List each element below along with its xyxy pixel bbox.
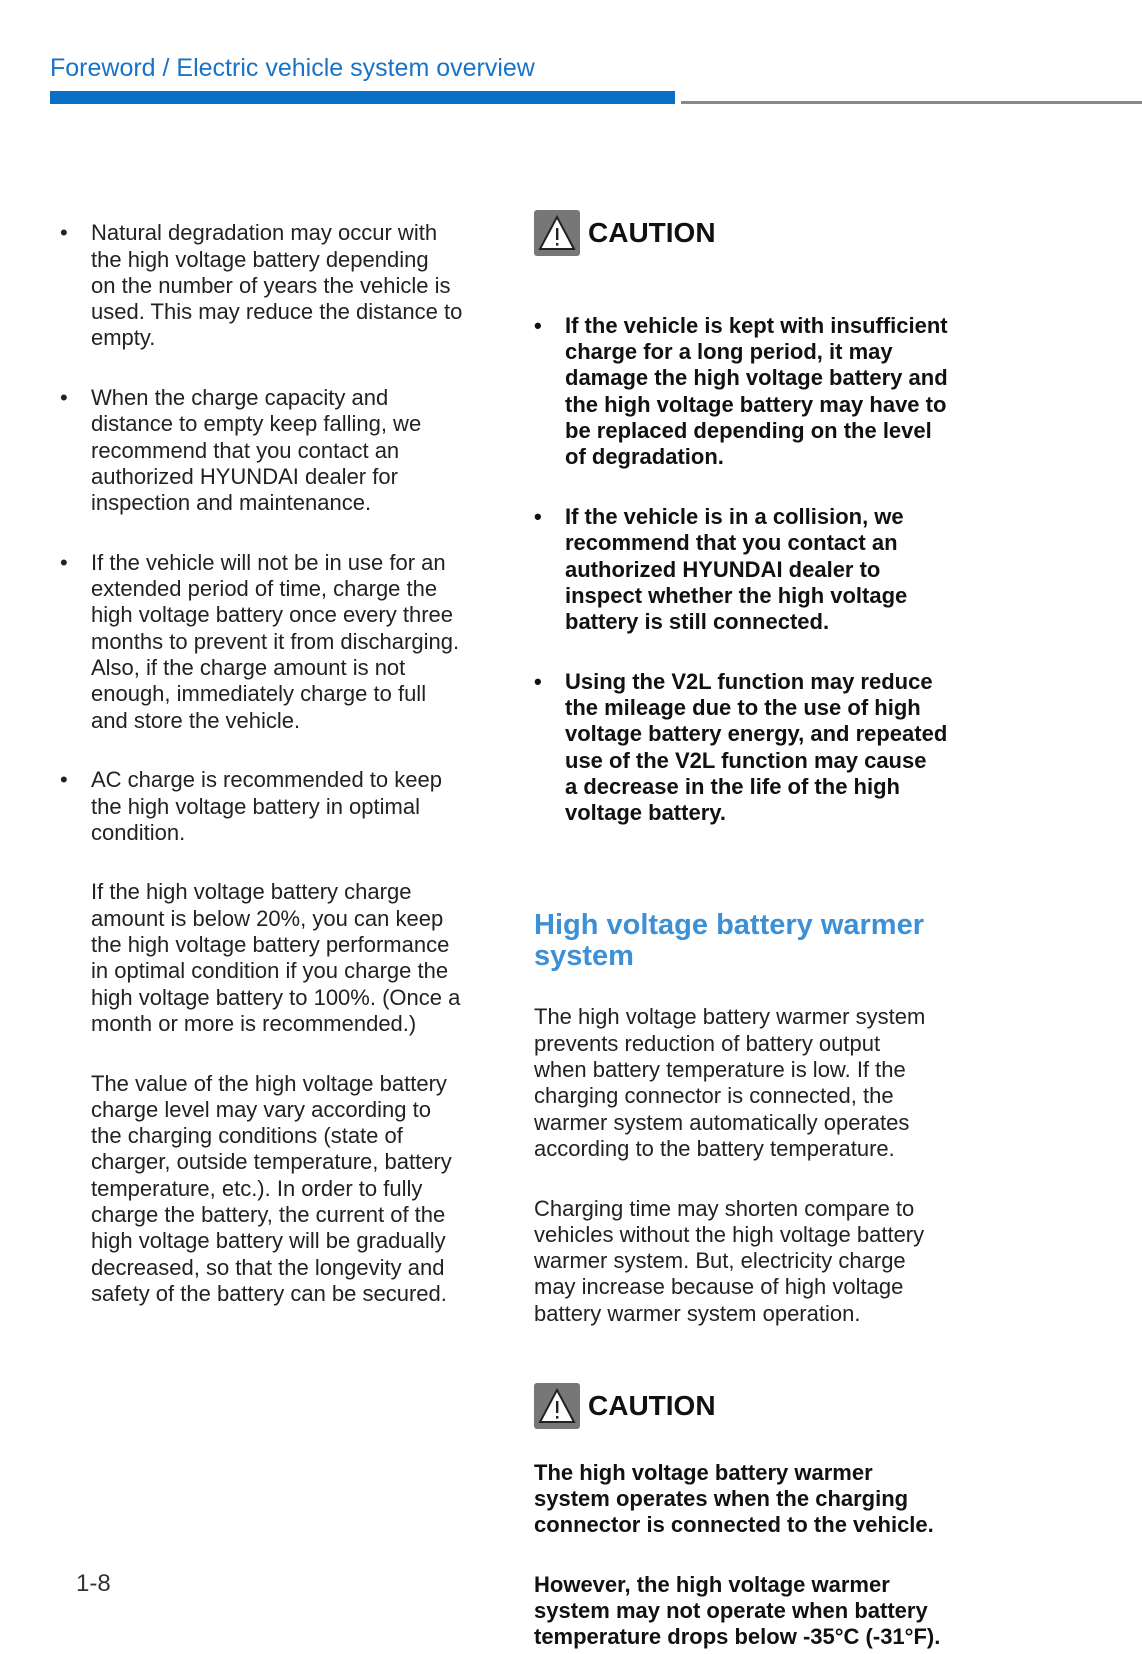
paragraph: The value of the high voltage battery charge level may vary according to the charging conditions (state of charger, outside temperature, battery temperature, etc.). In order to fully charge the battery, the current of the high voltage battery will be gradually decreased, so that the longevity and safety of the battery can be secured. [91,1070,452,1306]
section-title: High voltage battery warmer system [534,909,924,973]
list-item: • When the charge capacity and distance to empty keep falling, we recommend that you contact an authorized HYUNDAI dealer for inspection and maintenance. [60,385,422,516]
list-item: • Natural degradation may occur with the high voltage battery depending on the number of years the vehicle is used. This may reduce the distance to empty. [60,220,463,351]
paragraph: The high voltage battery warmer system operates when the charging connector is connected to the vehicle. [534,1459,934,1538]
warning-icon [534,210,580,256]
left-column [60,194,530,1340]
paragraph: The high voltage battery warmer system prevents reduction of battery output when battery temperature is low. If the charging connector is connected, the warmer system automatically operates according to the battery temperature. [534,1004,926,1161]
item-text: If the vehicle will not be in use for an extended period of time, charge the high voltage battery once every three months to prevent it from discharging. Also, if the charge amount is not enough, immediately charge to full and store the vehicle. [91,549,460,733]
right-column [534,184,994,1654]
caution-header [534,1383,994,1429]
item-text: If the vehicle is in a collision, we recommend that you contact an authorized HYUNDAI dealer to inspect whether the high voltage battery is still connected. [565,503,908,635]
warning-icon [534,1383,580,1429]
page-number: 1-8 [76,1570,111,1597]
list-item: • AC charge is recommended to keep the high voltage battery in optimal condition. [60,767,442,845]
list-item: • If the vehicle is kept with insufficient charge for a long period, it may damage the high voltage battery and the high voltage battery may have to be replaced depending on the level of degradation. [534,312,948,470]
item-text: Natural degradation may occur with the high voltage battery depending on the number of years the vehicle is used. This may reduce the distance to empty. [91,220,463,351]
header-rule [681,101,1142,104]
item-text: When the charge capacity and distance to empty keep falling, we recommend that you contact an authorized HYUNDAI dealer for inspection and maintenance. [91,385,422,516]
header-bar [50,91,675,104]
list-item: • Using the V2L function may reduce the mileage due to the use of high voltage battery energy, and repeated use of the V2L function may cause a decrease in the life of the high voltage battery. [534,668,948,826]
item-text: AC charge is recommended to keep the high voltage battery in optimal condition. [91,767,442,845]
caution-header [534,210,994,256]
list-item: • If the vehicle is in a collision, we recommend that you contact an authorized HYUNDAI dealer to inspect whether the high voltage battery is still connected. [534,503,908,635]
item-text: Using the V2L function may reduce the mileage due to the use of high voltage battery energy, and repeated use of the V2L function may cause a decrease in the life of the high voltage battery. [565,668,948,826]
caution-title: CAUTION [588,217,716,249]
paragraph: However, the high voltage warmer system may not operate when battery temperature drops below -35°C (-31°F). [534,1571,941,1650]
list-item: • If the vehicle will not be in use for an extended period of time, charge the high voltage battery once every three months to prevent it from discharging. Also, if the charge amount is not enough, immediately charge to full and store the vehicle. [60,549,460,733]
item-text: If the vehicle is kept with insufficient charge for a long period, it may damage the high voltage battery and the high voltage battery may have to be replaced depending on the level of degradation. [565,312,948,470]
paragraph: If the high voltage battery charge amount is below 20%, you can keep the high voltage battery performance in optimal condition if you charge the high voltage battery to 100%. (Once a month or more is recommended.) [91,879,461,1036]
paragraph: Charging time may shorten compare to vehicles without the high voltage battery warmer system. But, electricity charge may increase because of high voltage battery warmer system operation. [534,1195,925,1326]
breadcrumb: Foreword / Electric vehicle system overview [50,54,535,82]
caution-title: CAUTION [588,1390,716,1422]
